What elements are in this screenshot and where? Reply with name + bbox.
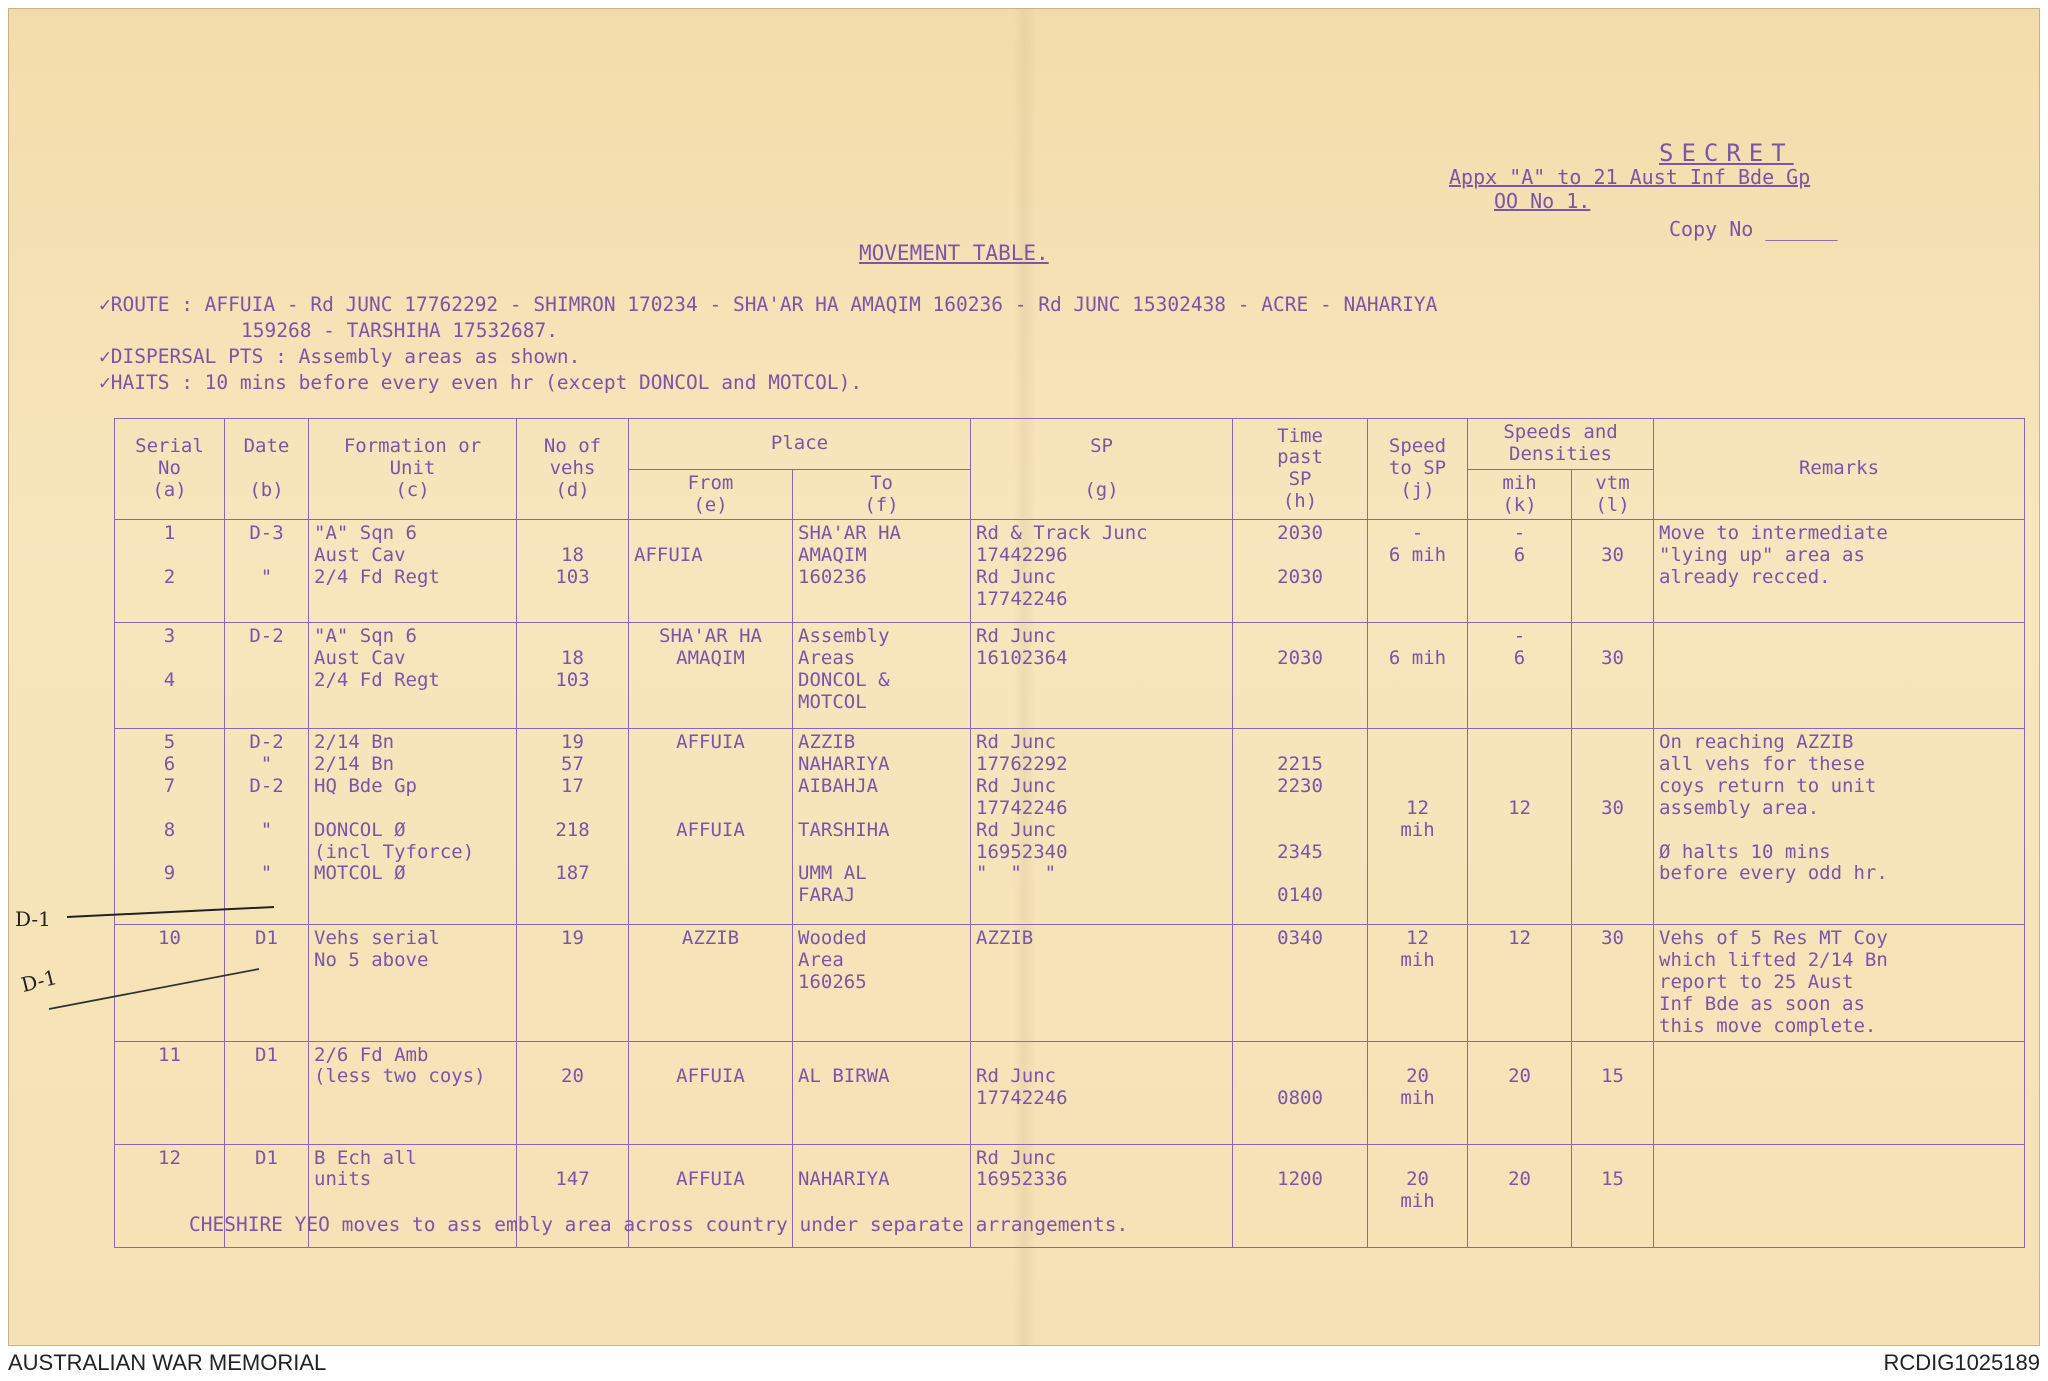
cell-from: AFFUIA — [629, 520, 793, 623]
cell-speed: 20 mih — [1368, 1144, 1468, 1247]
cell-vehs: 19 — [517, 925, 629, 1041]
cell-time: 1200 — [1233, 1144, 1368, 1247]
header-speeds-densities: Speeds and Densities — [1468, 419, 1654, 470]
cell-speed: 6 mih — [1368, 623, 1468, 729]
cell-unit: 2/6 Fd Amb (less two coys) — [309, 1041, 517, 1144]
cell-date: D1 — [225, 1041, 309, 1144]
dispersal-points: ✓DISPERSAL PTS : Assembly areas as shown. — [99, 345, 581, 368]
handwritten-strokes — [9, 9, 2041, 1347]
cell-remarks: On reaching AZZIB all vehs for these coys return to unit assembly area. Ø halts 10 mins before every odd hr. — [1654, 729, 2025, 925]
cell-to: SHA'AR HA AMAQIM 160236 — [793, 520, 971, 623]
cell-mih: 20 — [1468, 1041, 1572, 1144]
header-time: Time past SP (h) — [1233, 419, 1368, 520]
cell-sp: Rd Junc 16952336 — [971, 1144, 1233, 1247]
header-formation: Formation or Unit (c) — [309, 419, 517, 520]
header-remarks: Remarks — [1654, 419, 2025, 520]
appendix-reference: Appx "A" to 21 Aust Inf Bde Gp — [1449, 165, 1811, 189]
cell-from: AZZIB — [629, 925, 793, 1041]
cell-to: Wooded Area 160265 — [793, 925, 971, 1041]
cell-date: D1 — [225, 925, 309, 1041]
cell-date: D-3 " — [225, 520, 309, 623]
document-page — [8, 8, 2040, 1346]
cell-vtm: 15 — [1572, 1144, 1654, 1247]
cell-mih: 12 — [1468, 729, 1572, 925]
header-sp: SP (g) — [971, 419, 1233, 520]
cell-vehs: 19 57 17 218 187 — [517, 729, 629, 925]
copy-number: Copy No ______ — [1669, 217, 1838, 241]
cell-sp: AZZIB — [971, 925, 1233, 1041]
header-place: Place — [629, 419, 971, 470]
cell-vehs: 147 — [517, 1144, 629, 1247]
cell-date: D-2 — [225, 623, 309, 729]
institution-credit: AUSTRALIAN WAR MEMORIAL — [8, 1350, 327, 1375]
secret-marking: SECRET — [1659, 139, 1794, 167]
cell-serial: 10 — [115, 925, 225, 1041]
header-vtm: vtm (l) — [1572, 469, 1654, 520]
cell-vehs: 20 — [517, 1041, 629, 1144]
cell-sp: Rd Junc 16102364 — [971, 623, 1233, 729]
cell-vehs: 18 103 — [517, 520, 629, 623]
cell-speed: - 6 mih — [1368, 520, 1468, 623]
header-date: Date (b) — [225, 419, 309, 520]
cell-serial: 11 — [115, 1041, 225, 1144]
cell-to: AL BIRWA — [793, 1041, 971, 1144]
cell-time: 2215 2230 2345 0140 — [1233, 729, 1368, 925]
check-mark-icon: ✓ — [99, 345, 111, 368]
cell-date: D-2 " D-2 " " — [225, 729, 309, 925]
cell-from: AFFUIA AFFUIA — [629, 729, 793, 925]
cell-vtm: 30 — [1572, 520, 1654, 623]
cell-from: AFFUIA — [629, 1041, 793, 1144]
cell-from: SHA'AR HA AMAQIM — [629, 623, 793, 729]
header-vehs: No of vehs (d) — [517, 419, 629, 520]
footnote: CHESHIRE YEO moves to ass embly area across country under separate arrangements. — [189, 1213, 1129, 1236]
cell-unit: B Ech all units — [309, 1144, 517, 1247]
header-to: To (f) — [793, 469, 971, 520]
handwritten-annotation: D-1 — [18, 965, 60, 997]
cell-date: D1 — [225, 1144, 309, 1247]
cell-sp: Rd Junc 17742246 — [971, 1041, 1233, 1144]
order-number: OO No 1. — [1494, 189, 1591, 213]
header-serial: Serial No (a) — [115, 419, 225, 520]
record-id: RCDIG1025189 — [1883, 1350, 2040, 1375]
cell-vtm: 15 — [1572, 1041, 1654, 1144]
cell-unit: "A" Sqn 6 Aust Cav 2/4 Fd Regt — [309, 623, 517, 729]
check-mark-icon: ✓ — [99, 293, 111, 316]
cell-mih: 12 — [1468, 925, 1572, 1041]
cell-sp: Rd Junc 17762292 Rd Junc 17742246 Rd Junc 16952340 " " " — [971, 729, 1233, 925]
cell-remarks: Move to intermediate "lying up" area as already recced. — [1654, 520, 2025, 623]
cell-vehs: 18 103 — [517, 623, 629, 729]
cell-vtm: 30 — [1572, 925, 1654, 1041]
cell-to: NAHARIYA — [793, 1144, 971, 1247]
handwritten-annotation: D-1 — [15, 907, 51, 931]
cell-time: 0340 — [1233, 925, 1368, 1041]
route-line-1: ✓ROUTE : AFFUIA - Rd JUNC 17762292 - SHIMRON 170234 - SHA'AR HA AMAQIM 160236 - Rd JUNC 15302438 - ACRE - NAHARIYA — [99, 293, 1438, 316]
cell-serial: 12 — [115, 1144, 225, 1247]
header-mih: mih (k) — [1468, 469, 1572, 520]
cell-serial: 1 2 — [115, 520, 225, 623]
cell-vtm: 30 — [1572, 623, 1654, 729]
cell-speed: 20 mih — [1368, 1041, 1468, 1144]
cell-serial: 3 4 — [115, 623, 225, 729]
cell-speed: 12 mih — [1368, 925, 1468, 1041]
cell-to: AZZIB NAHARIYA AIBAHJA TARSHIHA UMM AL FARAJ — [793, 729, 971, 925]
cell-unit: Vehs serial No 5 above — [309, 925, 517, 1041]
header-from: From (e) — [629, 469, 793, 520]
cell-mih: - 6 — [1468, 623, 1572, 729]
cell-time: 2030 2030 — [1233, 520, 1368, 623]
halts: ✓HAITS : 10 mins before every even hr (except DONCOL and MOTCOL). — [99, 371, 863, 394]
cell-time: 0800 — [1233, 1041, 1368, 1144]
cell-unit: 2/14 Bn 2/14 Bn HQ Bde Gp DONCOL Ø (incl Tyforce) MOTCOL Ø — [309, 729, 517, 925]
header-speed: Speed to SP (j) — [1368, 419, 1468, 520]
cell-vtm: 30 — [1572, 729, 1654, 925]
cell-time: 2030 — [1233, 623, 1368, 729]
cell-mih: 20 — [1468, 1144, 1572, 1247]
cell-to: Assembly Areas DONCOL & MOTCOL — [793, 623, 971, 729]
cell-unit: "A" Sqn 6 Aust Cav 2/4 Fd Regt — [309, 520, 517, 623]
cell-sp: Rd & Track Junc 17442296 Rd Junc 17742246 — [971, 520, 1233, 623]
cell-from: AFFUIA — [629, 1144, 793, 1247]
cell-mih: - 6 — [1468, 520, 1572, 623]
check-mark-icon: ✓ — [99, 371, 111, 394]
cell-remarks: Vehs of 5 Res MT Coy which lifted 2/14 Bn report to 25 Aust Inf Bde as soon as this move complete. — [1654, 925, 2025, 1041]
cell-speed: 12 mih — [1368, 729, 1468, 925]
page-title: MOVEMENT TABLE. — [859, 241, 1049, 265]
cell-serial: 5 6 7 8 9 — [115, 729, 225, 925]
route-line-2: 159268 - TARSHIHA 17532687. — [241, 319, 558, 342]
